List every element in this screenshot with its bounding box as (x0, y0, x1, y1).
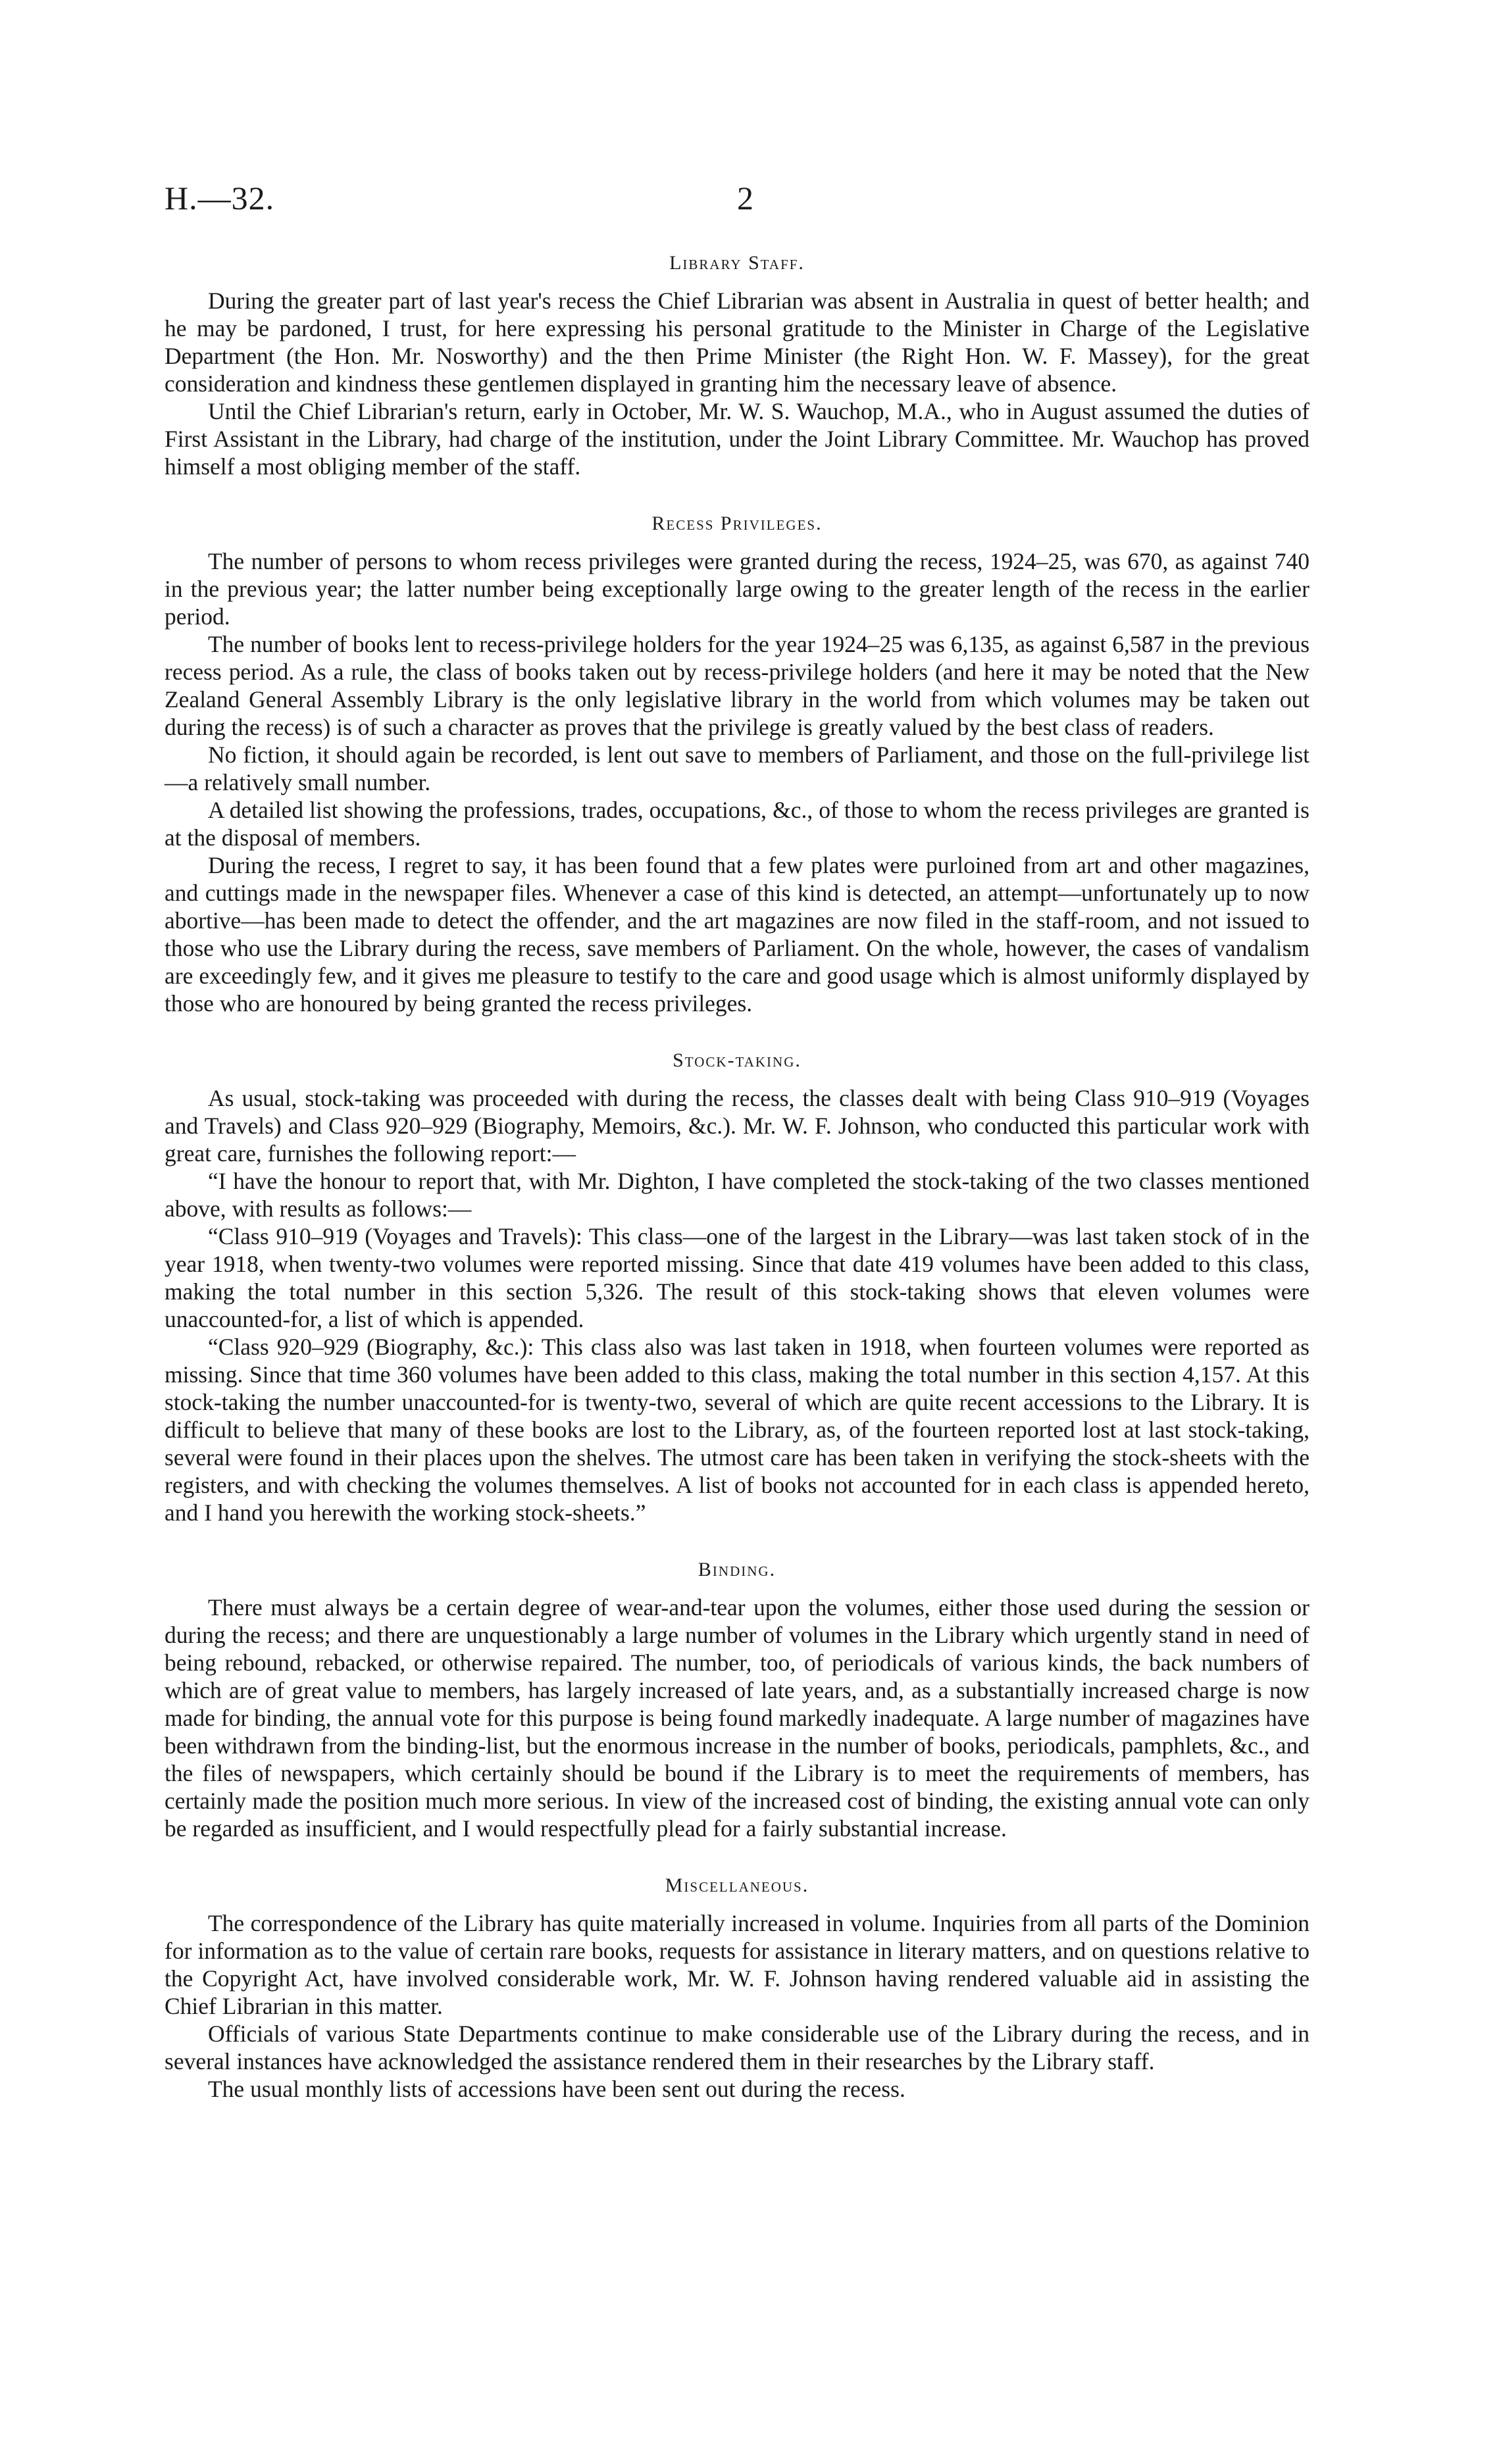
paragraph: “Class 910–919 (Voyages and Travels): This class—one of the largest in the Library—was last taken stock of in the year 1918, when twenty-two volumes were reported missing. Since that date 419 volumes have been added to this class, making the total number in this section 5,326. The result of this stock-taking shows that eleven volumes were unaccounted-for, a list of which is appended. (165, 1223, 1310, 1332)
paragraph: During the greater part of last year's recess the Chief Librarian was absent in Australia in quest of better health; and he may be pardoned, I trust, for here expressing his personal gratitude to the Minister in Charge of the Legislative Department (the Hon. Mr. Nosworthy) and the then Prime Minister (the Right Hon. W. F. Massey), for the great consideration and kindness these gentlemen displayed in granting him the necessary leave of absence. (165, 288, 1310, 397)
page-number: 2 (737, 180, 753, 216)
paragraph: No fiction, it should again be recorded, is lent out save to members of Parliament, and those on the full-privilege list—a relatively small number. (165, 742, 1310, 795)
section-stock-taking (165, 1047, 1310, 1526)
paragraph: The number of persons to whom recess privileges were granted during the recess, 1924–25, was 670, as against 740 in the previous year; the latter number being exceptionally large owing to the greater length of the recess in the earlier period. (165, 548, 1310, 630)
page-body (165, 250, 1310, 2133)
paragraph: “I have the honour to report that, with Mr. Dighton, I have completed the stock-taking of the two classes mentioned above, with results as follows:— (165, 1168, 1310, 1222)
section-heading: Recess Privileges. (651, 513, 823, 534)
paragraph: As usual, stock-taking was proceeded with during the recess, the classes dealt with being Class 910–919 (Voyages and Travels) and Class 920–929 (Biography, Memoirs, &c.). Mr. W. F. Johnson, who conducted this particular work with great care, furnishes the following report:— (165, 1085, 1310, 1167)
paragraph: The usual monthly lists of accessions have been sent out during the recess. (208, 2076, 905, 2102)
paragraph: A detailed list showing the professions, trades, occupations, &c., of those to whom the recess privileges are granted is at the disposal of members. (165, 797, 1310, 851)
section-heading: Miscellaneous. (665, 1874, 809, 1896)
section-heading: Binding. (698, 1559, 776, 1580)
section-heading: Stock-taking. (673, 1049, 801, 1071)
paragraph: There must always be a certain degree of wear-and-tear upon the volumes, either those used during the session or during the recess; and there are unquestionably a large number of volumes in the Library which urgently stand in need of being rebound, rebacked, or otherwise repaired. The number, too, of periodicals of various kinds, the back numbers of which are of great value to members, has largely increased of late years, and, as a substantially increased charge is now made for binding, the annual vote for this purpose is being found markedly inadequate. A large number of magazines have been withdrawn from the binding-list, but the enormous increase in the number of books, periodicals, pamphlets, &c., and the files of newspapers, which certainly should be bound if the Library is to meet the requirements of members, has certainly made the position much more serious. In view of the increased cost of binding, the existing annual vote can only be regarded as insufficient, and I would respectfully plead for a fairly substantial increase. (165, 1594, 1310, 1842)
section-heading: Library Staff. (669, 252, 805, 274)
paragraph: The number of books lent to recess-privilege holders for the year 1924–25 was 6,135, as against 6,587 in the previous recess period. As a rule, the class of books taken out by recess-privilege holders (and here it may be noted that the New Zealand General Assembly Library is the only legislative library in the world from which volumes may be taken out during the recess) is of such a character as proves that the privilege is greatly valued by the best class of readers. (165, 631, 1310, 740)
paragraph: Officials of various State Departments continue to make considerable use of the Library during the recess, and in several instances have acknowledged the assistance rendered them in their researches by the Library staff. (165, 2021, 1310, 2074)
paragraph: Until the Chief Librarian's return, early in October, Mr. W. S. Wauchop, M.A., who in August assumed the duties of First Assistant in the Library, had charge of the institution, under the Joint Library Committee. Mr. Wauchop has proved himself a most obliging member of the staff. (165, 398, 1310, 480)
section-library-staff (165, 250, 1310, 480)
paragraph: During the recess, I regret to say, it has been found that a few plates were purloined from art and other magazines, and cuttings made in the newspaper files. Whenever a case of this kind is detected, an attempt—unfortunately up to now abortive—has been made to detect the offender, and the art magazines are now filed in the staff-room, and not issued to those who use the Library during the recess, save members of Parliament. On the whole, however, the cases of vandalism are exceedingly few, and it gives me pleasure to testify to the care and good usage which is almost uniformly displayed by those who are honoured by being granted the recess privileges. (165, 852, 1310, 1017)
section-miscellaneous (165, 1873, 1310, 2103)
document-identifier: H.—32. (165, 180, 275, 216)
section-recess-privileges (165, 511, 1310, 1017)
section-binding (165, 1557, 1310, 1842)
paragraph: The correspondence of the Library has quite materially increased in volume. Inquiries from all parts of the Dominion for information as to the value of certain rare books, requests for assistance in literary matters, and on questions relative to the Copyright Act, have involved considerable work, Mr. W. F. Johnson having rendered valuable aid in assisting the Chief Librarian in this matter. (165, 1910, 1310, 2019)
paragraph: “Class 920–929 (Biography, &c.): This class also was last taken in 1918, when fourteen volumes were reported as missing. Since that time 360 volumes have been added to this class, making the total number in this section 4,157. At this stock-taking the number unaccounted-for is twenty-two, several of which are quite recent accessions to the Library. It is difficult to believe that many of these books are lost to the Library, as, of the fourteen reported lost at last stock-taking, several were found in their places upon the shelves. The utmost care has been taken in verifying the stock-sheets with the registers, and with checking the volumes themselves. A list of books not accounted for in each class is appended hereto, and I hand you herewith the working stock-sheets.” (165, 1334, 1310, 1526)
